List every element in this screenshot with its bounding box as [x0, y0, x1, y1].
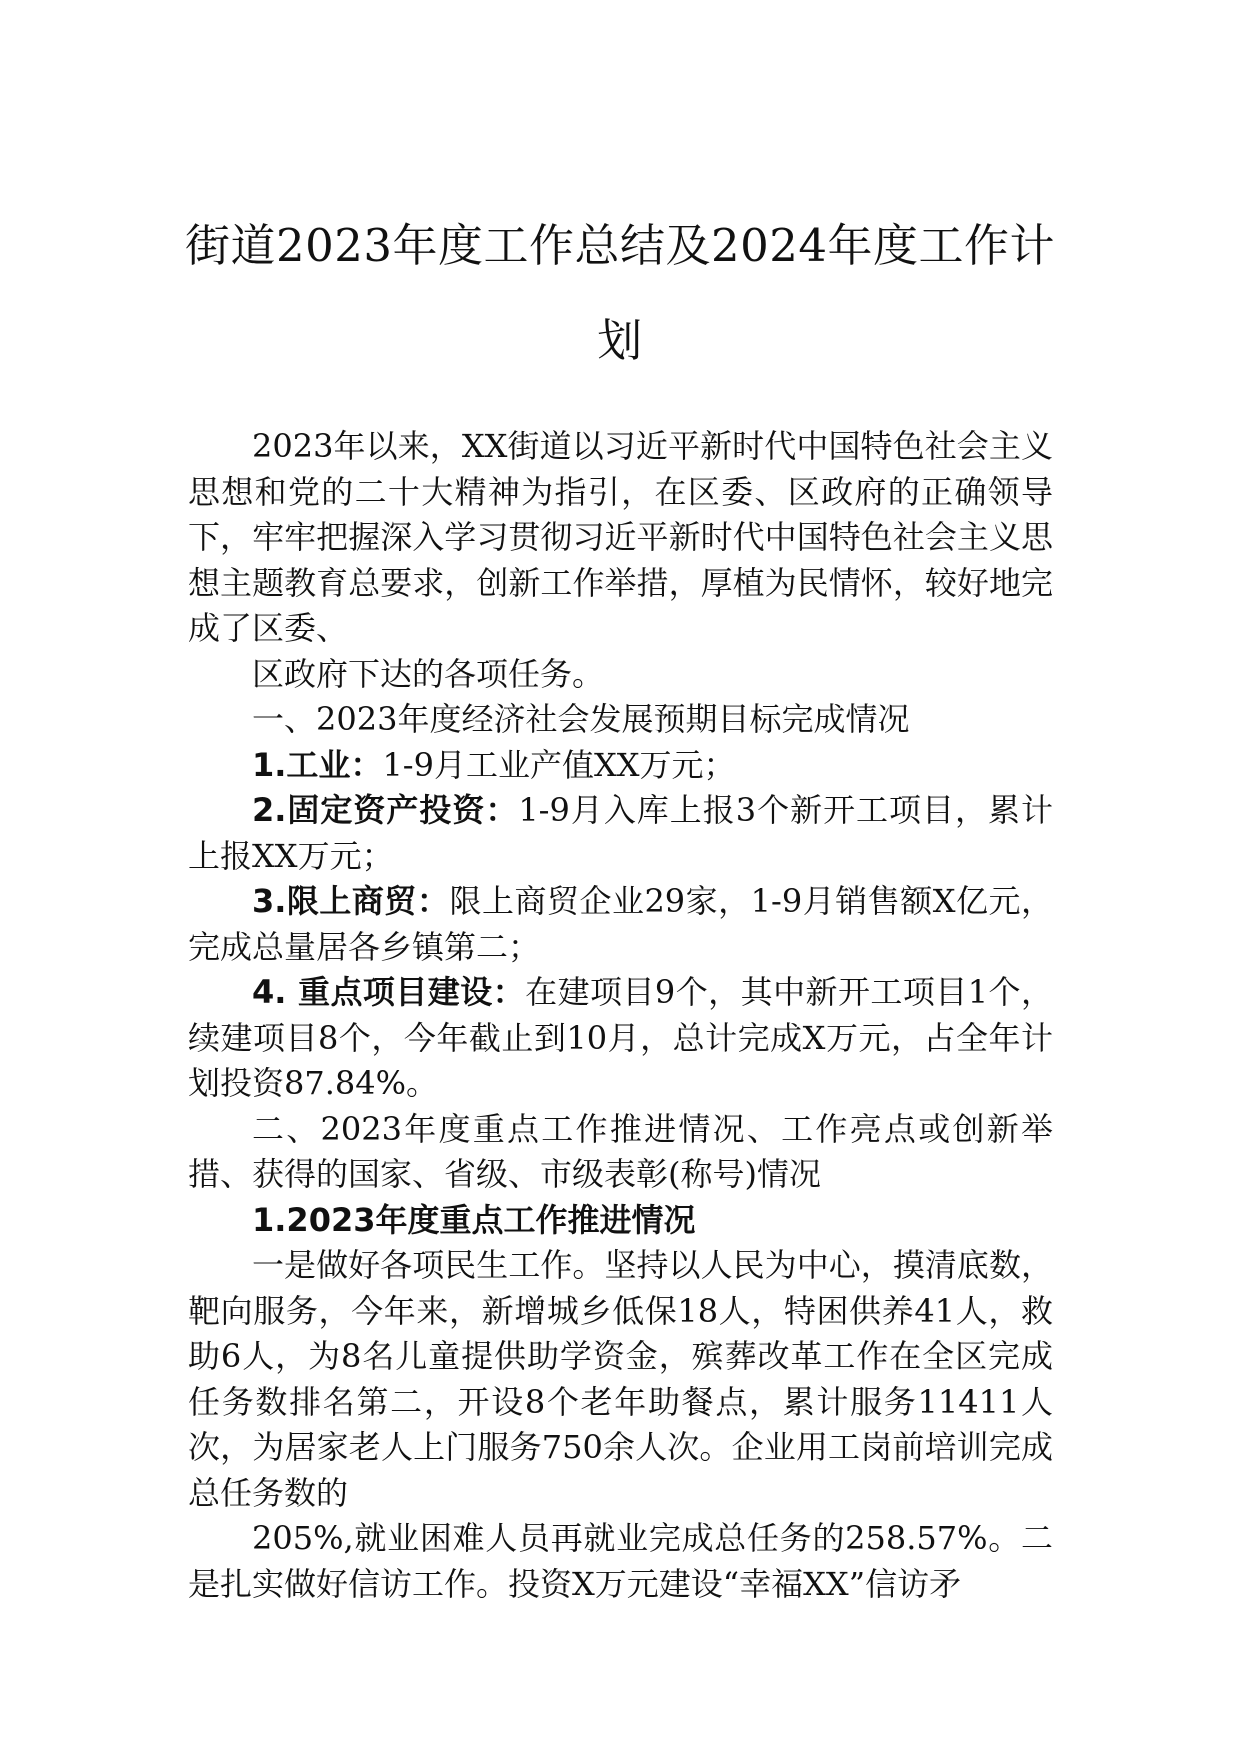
- item-fixed-investment: [188, 788, 1053, 879]
- continued-paragraph: 205%,就业困难人员再就业完成总任务的258.57%。二是扎实做好信访工作。投资X万元建设“幸福XX”信访矛: [188, 1519, 1053, 1603]
- document-title: 街道2023年度工作总结及2024年度工作计划: [184, 219, 1056, 367]
- item-key-projects-label: 4. 重点项目建设：: [252, 973, 526, 1011]
- item-industry: [188, 743, 1053, 789]
- intro-paragraph-continued: 区政府下达的各项任务。: [252, 654, 605, 693]
- item-commerce: [188, 879, 1053, 970]
- intro-paragraph: 2023年以来，XX街道以习近平新时代中国特色社会主义思想和党的二十大精神为指引，在区委、区政府的正确领导下，牢牢把握深入学习贯彻习近平新时代中国特色社会主义思想主题教育总要求，创新工作举措，厚植为民情怀，较好地完成了区委、: [188, 427, 1053, 647]
- item-key-projects: [188, 970, 1053, 1107]
- item-commerce-label: 3.限上商贸：: [252, 882, 450, 920]
- section-heading-2: 二、2023年度重点工作推进情况、工作亮点或创新举措、获得的国家、省级、市级表彰(称号)情况: [188, 1109, 1053, 1193]
- item-industry-text: 1-9月工业产值XX万元；: [382, 745, 736, 784]
- item-key-projects-text: 在建项目9个，其中新开工项目1个，续建项目8个，今年截止到10月，总计完成X万元，占全年计划投资87.84%。: [188, 973, 1053, 1102]
- item-commerce-text: 限上商贸企业29家，1-9月销售额X亿元，完成总量居各乡镇第二；: [188, 882, 1053, 966]
- item-industry-label: 1.工业：: [252, 745, 383, 784]
- subsection-heading: 1.2023年度重点工作推进情况: [252, 1200, 696, 1239]
- item-fixed-investment-label: 2.固定资产投资：: [252, 791, 519, 829]
- item-fixed-investment-text: 1-9月入库上报3个新开工项目，累计上报XX万元；: [188, 791, 1053, 875]
- document-body: [188, 424, 1053, 1607]
- livelihood-paragraph: 一是做好各项民生工作。坚持以人民为中心，摸清底数，靶向服务，今年来，新增城乡低保18人，特困供养41人，救助6人，为8名儿童提供助学资金，殡葬改革工作在全区完成任务数排名第二，开设8个老年助餐点，累计服务11411人次，为居家老人上门服务750余人次。企业用工岗前培训完成总任务数的: [188, 1246, 1053, 1512]
- section-heading-1: 一、2023年度经济社会发展预期目标完成情况: [252, 700, 910, 738]
